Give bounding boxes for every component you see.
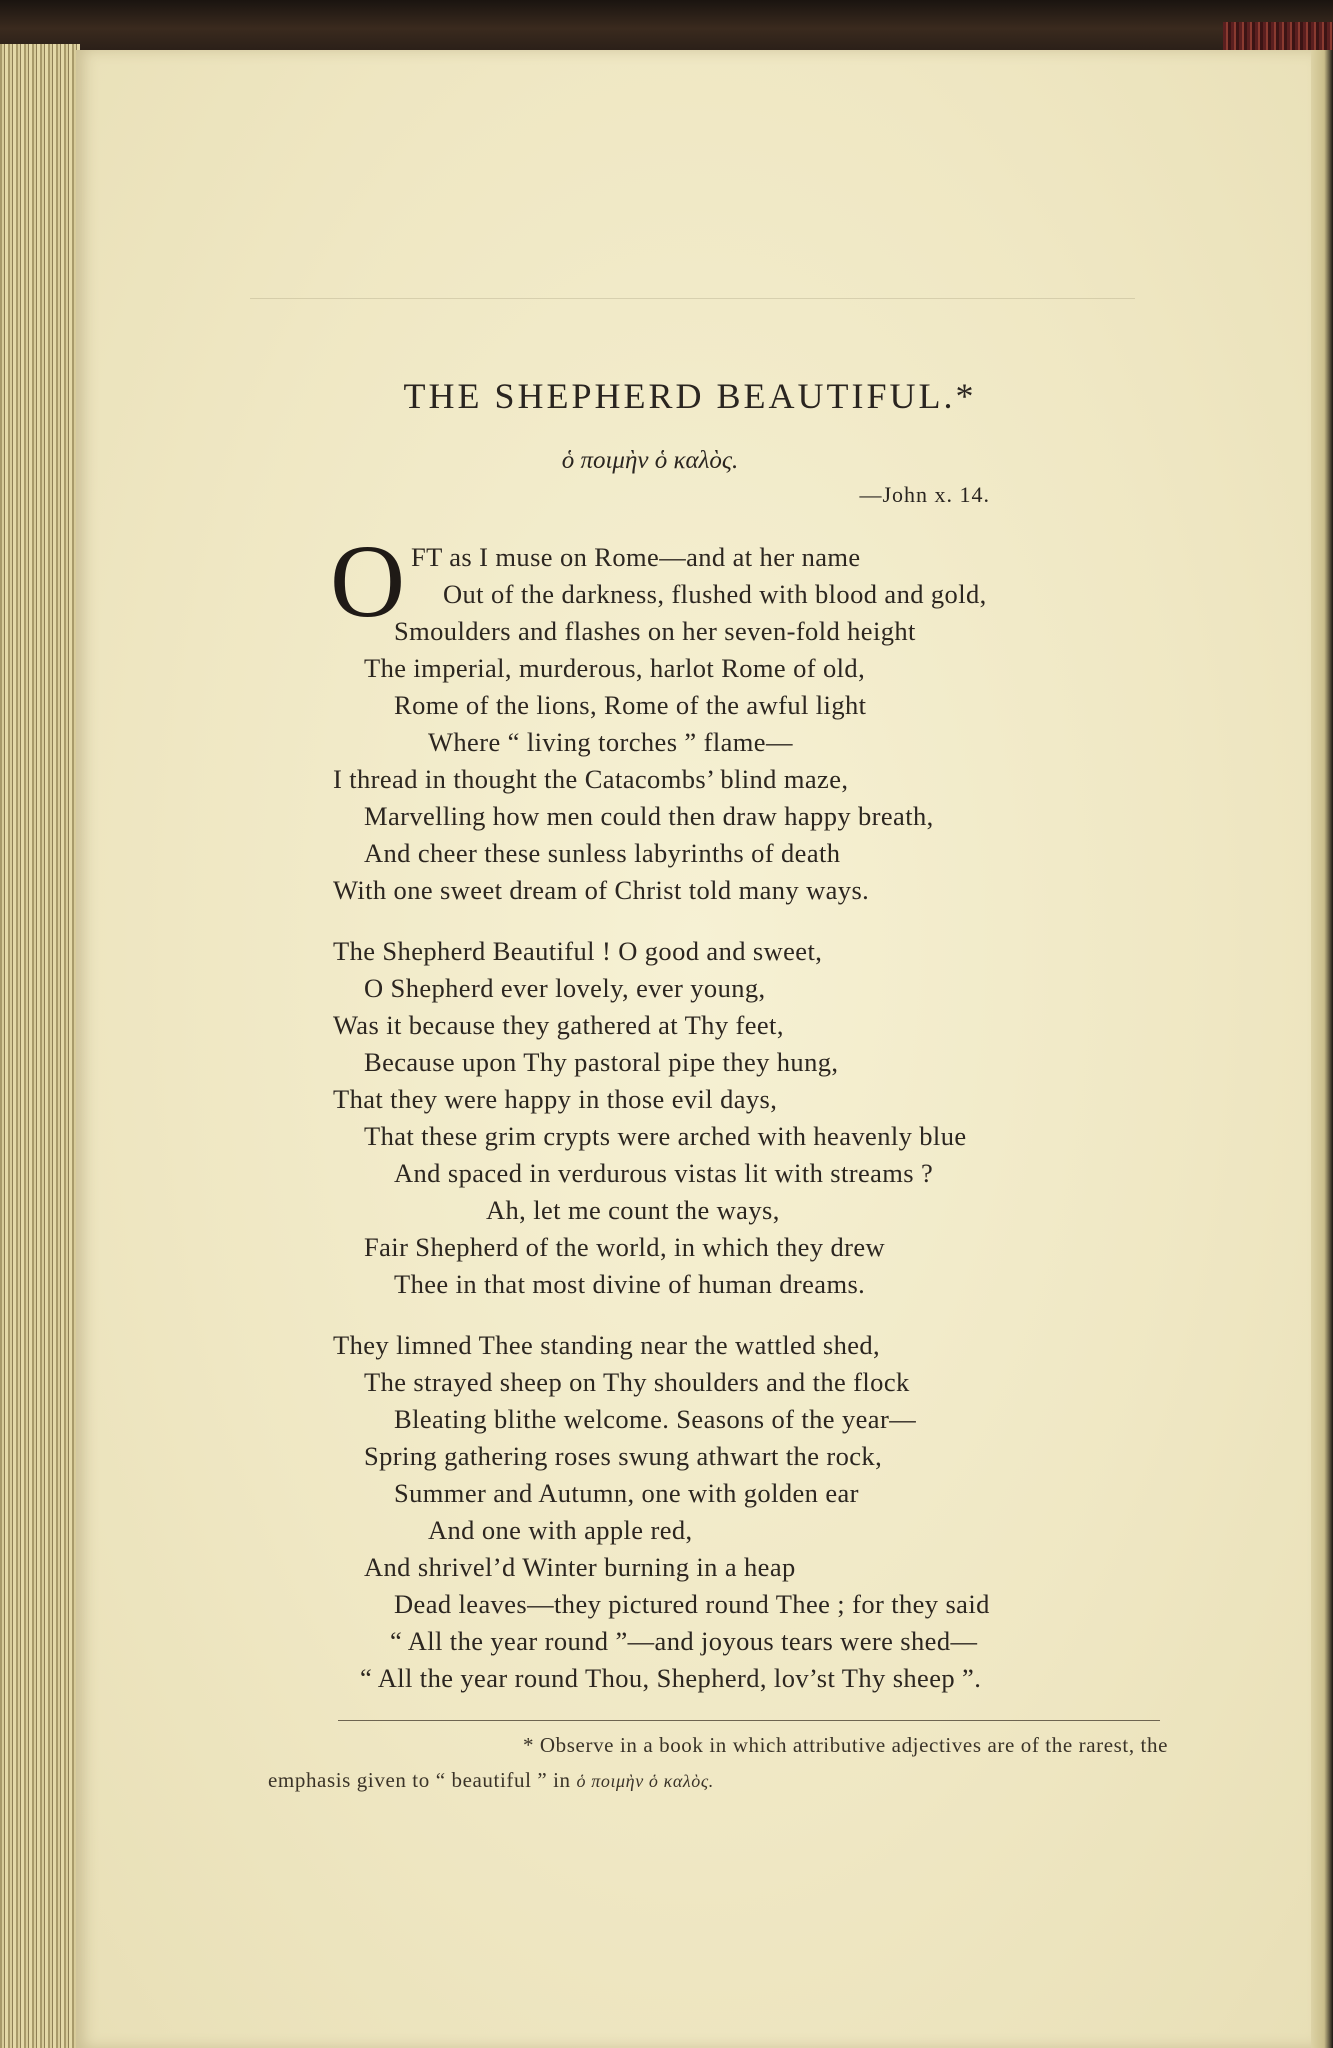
footnote-greek: ὁ ποιμὴν ὁ καλὸς. xyxy=(576,1771,714,1791)
poem-line: The strayed sheep on Thy shoulders and the flock xyxy=(364,1367,910,1397)
poem-line: Bleating blithe welcome. Seasons of the year— xyxy=(394,1404,917,1434)
book-cover-top xyxy=(0,0,1333,52)
poem-line: FT as I muse on Rome—and at her name xyxy=(411,542,861,572)
poem-line: The Shepherd Beautiful ! O good and sweet, xyxy=(333,936,823,966)
scripture-attribution: —John x. 14. xyxy=(859,482,990,507)
poem-line: “ All the year round Thou, Shepherd, lov’st Thy sheep ”. xyxy=(360,1663,982,1693)
poem-line: Fair Shepherd of the world, in which they drew xyxy=(364,1232,886,1262)
greek-epigraph: ὁ ποιμὴν ὁ καλὸς. xyxy=(561,447,739,474)
page-edges xyxy=(0,44,80,2048)
poem-line: “ All the year round ”—and joyous tears were shed— xyxy=(390,1626,978,1656)
poem-title: THE SHEPHERD BEAUTIFUL.* xyxy=(403,376,977,416)
poem-line: Dead leaves—they pictured round Thee ; for they said xyxy=(394,1589,990,1619)
poem-line: Spring gathering roses swung athwart the rock, xyxy=(364,1441,883,1471)
poem-line: Summer and Autumn, one with golden ear xyxy=(394,1478,859,1508)
poem-line: Rome of the lions, Rome of the awful light xyxy=(394,690,867,720)
poem-line: And one with apple red, xyxy=(428,1515,693,1545)
poem-line: O Shepherd ever lovely, ever young, xyxy=(364,973,766,1003)
poem-line: Where “ living torches ” flame— xyxy=(428,727,793,757)
poem-line: Thee in that most divine of human dreams. xyxy=(394,1269,866,1299)
poem-line: That these grim crypts were arched with heavenly blue xyxy=(364,1121,967,1151)
poem-line: The imperial, murderous, harlot Rome of old, xyxy=(364,653,866,683)
poem-line: And spaced in verdurous vistas lit with streams ? xyxy=(394,1158,934,1188)
footnote-line-1: * Observe in a book in which attributive adjectives are of the rarest, the xyxy=(522,1733,1168,1757)
poem-line: And cheer these sunless labyrinths of death xyxy=(364,838,841,868)
poem-line: That they were happy in those evil days, xyxy=(333,1084,778,1114)
footnote-line-2: emphasis given to “ beautiful ” in xyxy=(268,1768,571,1792)
poem-line: Out of the darkness, flushed with blood and gold, xyxy=(443,579,987,609)
footnote-rule xyxy=(338,1720,1160,1721)
poem-line: Because upon Thy pastoral pipe they hung, xyxy=(364,1047,839,1077)
poem-line: Marvelling how men could then draw happy breath, xyxy=(364,801,934,831)
poem-line: Ah, let me count the ways, xyxy=(486,1195,780,1225)
show-through-rule xyxy=(250,298,1135,299)
poem-line: Smoulders and flashes on her seven-fold height xyxy=(394,616,916,646)
poem-line: They limned Thee standing near the wattled shed, xyxy=(333,1330,881,1360)
poem-line: With one sweet dream of Christ told many ways. xyxy=(333,875,870,905)
drop-cap: O xyxy=(330,524,406,639)
poem-line: Was it because they gathered at Thy feet, xyxy=(333,1010,784,1040)
poem-line: And shrivel’d Winter burning in a heap xyxy=(364,1552,796,1582)
footnote xyxy=(268,1728,1168,1799)
page-right-edge xyxy=(1311,50,1333,2048)
poem-line: I thread in thought the Catacombs’ blind maze, xyxy=(333,764,849,794)
